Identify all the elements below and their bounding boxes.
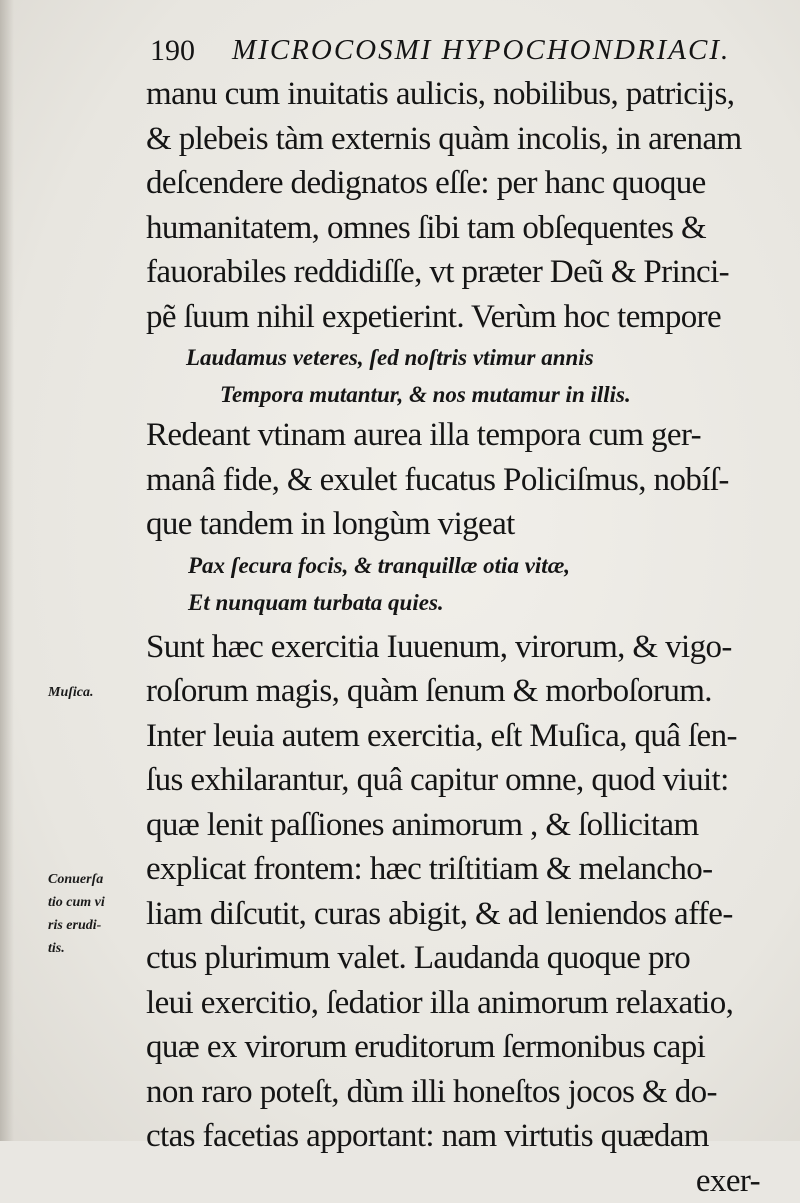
text-line: que tandem in longùm vigeat bbox=[146, 502, 786, 547]
marginal-note-conversatio bbox=[48, 868, 148, 960]
verse-line: Et nunquam turbata quies. bbox=[146, 584, 786, 621]
text-line: roſorum magis, quàm ſenum & morboſorum. bbox=[146, 669, 786, 714]
text-line: fauorabiles reddidiſſe, vt præter Deũ & Princi- bbox=[146, 250, 786, 295]
marginal-note-musica: Muſica. bbox=[48, 681, 94, 704]
text-line: ſus exhilarantur, quâ capitur omne, quod viuit: bbox=[146, 758, 786, 803]
gutter-shadow bbox=[0, 0, 14, 1141]
running-title: MICROCOSMI HYPOCHONDRIACI. bbox=[232, 34, 730, 67]
text-line: explicat frontem: hæc triſtitiam & melancho- bbox=[146, 847, 786, 892]
verse-line: Tempora mutantur, & nos mutamur in illis. bbox=[146, 376, 786, 413]
text-line: manu cum inuitatis aulicis, nobilibus, patricijs, bbox=[146, 72, 786, 117]
page-number: 190 bbox=[150, 34, 195, 68]
marginal-note-line: tis. bbox=[48, 937, 148, 960]
catchword: exer- bbox=[146, 1159, 786, 1203]
text-line: manâ fide, & exulet fucatus Policiſmus, nobíſ- bbox=[146, 458, 786, 503]
verse-line: Pax ſecura focis, & tranquillæ otia vitæ, bbox=[146, 547, 786, 584]
text-line: ctus plurimum valet. Laudanda quoque pro bbox=[146, 936, 786, 981]
text-line: deſcendere dedignatos eſſe: per hanc quoque bbox=[146, 161, 786, 206]
text-line: quæ lenit paſſiones animorum , & ſollicitam bbox=[146, 803, 786, 848]
marginal-note-line: ris erudi- bbox=[48, 914, 148, 937]
verse-line: Laudamus veteres, ſed noſtris vtimur annis bbox=[146, 339, 786, 376]
marginal-note-line: Conuerſa bbox=[48, 868, 148, 891]
text-line: liam diſcutit, curas abigit, & ad leniendos affe- bbox=[146, 892, 786, 937]
page-header bbox=[150, 28, 790, 78]
main-text-block bbox=[146, 72, 786, 1203]
text-line: Inter leuia autem exercitia, eſt Muſica, quâ ſen- bbox=[146, 714, 786, 759]
text-line: quæ ex virorum eruditorum ſermonibus capi bbox=[146, 1025, 786, 1070]
text-line: & plebeis tàm externis quàm incolis, in arenam bbox=[146, 117, 786, 162]
text-line: leui exercitio, ſedatior illa animorum relaxatio, bbox=[146, 981, 786, 1026]
text-line: Sunt hæc exercitia Iuuenum, virorum, & vigo- bbox=[146, 625, 786, 670]
text-line: pẽ ſuum nihil expetierint. Verùm hoc tempore bbox=[146, 295, 786, 340]
text-line: Redeant vtinam aurea illa tempora cum ger- bbox=[146, 413, 786, 458]
text-line: non raro poteſt, dùm illi honeſtos jocos & do- bbox=[146, 1070, 786, 1115]
text-line: ctas facetias apportant: nam virtutis quædam bbox=[146, 1114, 786, 1159]
marginal-note-line: tio cum vi bbox=[48, 891, 148, 914]
text-line: humanitatem, omnes ſibi tam obſequentes & bbox=[146, 206, 786, 251]
